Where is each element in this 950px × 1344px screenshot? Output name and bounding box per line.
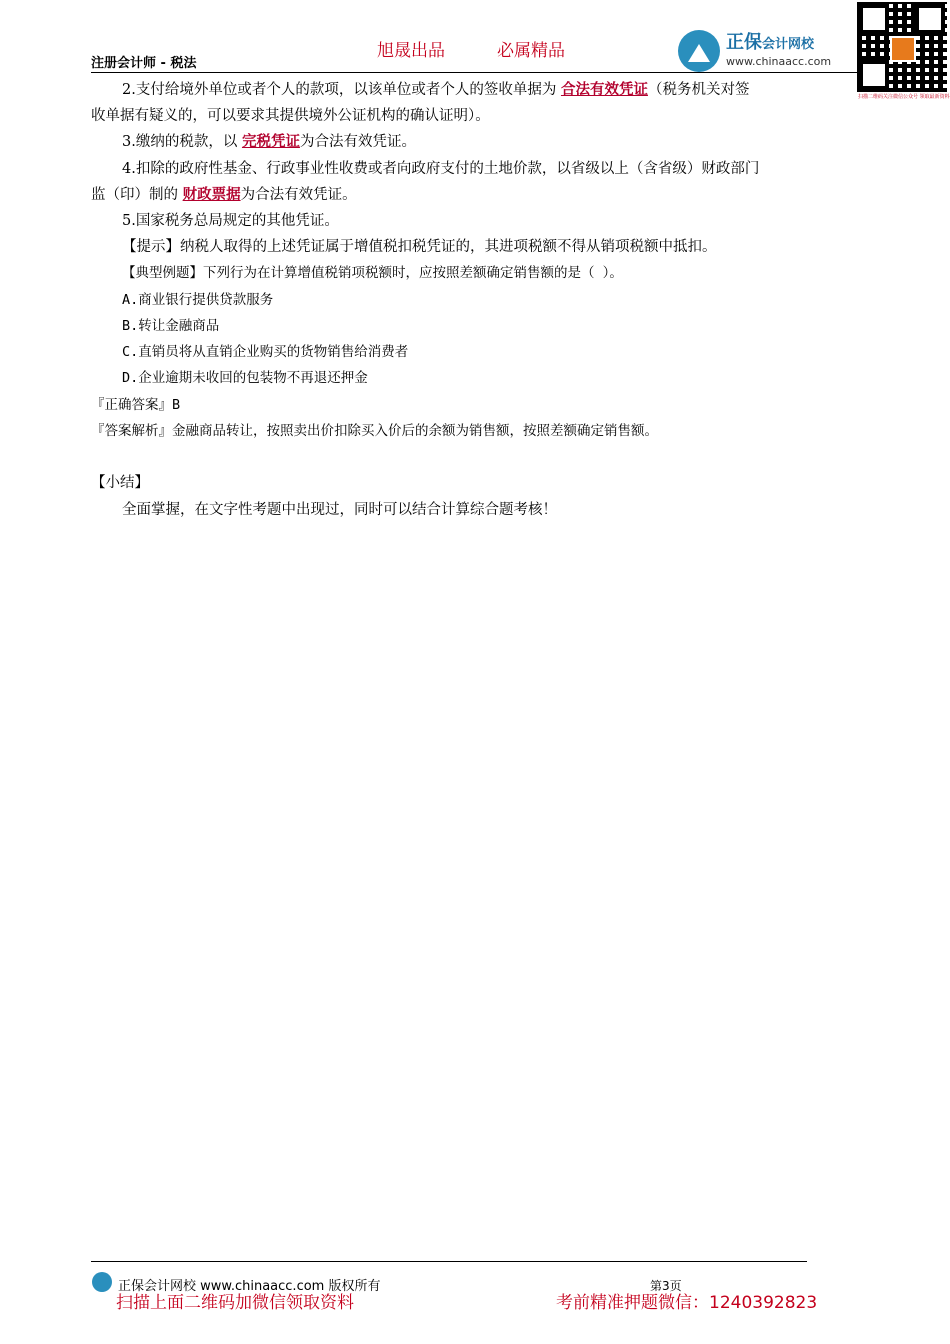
highlight-tax-receipt: 完税凭证 — [241, 133, 300, 150]
paragraph-2-line-1: 2.支付给境外单位或者个人的款项，以该单位或者个人的签收单据为 合法有效凭证（税务机关对签 — [122, 81, 750, 98]
qr-caption: 扫描二维码关注微信公众号 领取最新资料 — [858, 94, 950, 100]
slogan-left: 旭晟出品 — [377, 41, 445, 61]
logo-icon — [678, 30, 720, 72]
option-c: C.直销员将从直销企业购买的货物销售给消费者 — [122, 344, 409, 360]
option-a: A.商业银行提供贷款服务 — [122, 292, 274, 308]
qr-center-logo-icon — [890, 36, 916, 62]
brand-logo[interactable] — [678, 30, 831, 72]
logo-url: www.chinaacc.com — [726, 55, 832, 68]
paragraph-4-line-2: 监（印）制的 财政票据为合法有效凭证。 — [91, 186, 357, 203]
highlight-fiscal-bill: 财政票据 — [182, 186, 241, 203]
doc-title: 注册会计师 - 税法 — [91, 56, 197, 71]
highlight-legal-voucher: 合法有效凭证 — [560, 81, 648, 98]
footer-promo-left: 扫描上面二维码加微信领取资料 — [116, 1293, 354, 1313]
paragraph-5: 5.国家税务总局规定的其他凭证。 — [122, 213, 339, 229]
qr-finder-icon — [859, 60, 889, 90]
paragraph-4-line-1: 4.扣除的政府性基金、行政事业性收费或者向政府支付的土地价款，以省级以上（含省级）财政部门 — [122, 161, 760, 177]
summary-title: 【小结】 — [91, 475, 149, 491]
option-d: D.企业逾期未收回的包装物不再退还押金 — [122, 370, 368, 386]
summary-text: 全面掌握，在文字性考题中出现过，同时可以结合计算综合题考核！ — [122, 502, 557, 518]
header-divider — [91, 72, 857, 73]
qr-finder-icon — [859, 4, 889, 34]
paragraph-3: 3.缴纳的税款，以 完税凭证为合法有效凭证。 — [122, 133, 416, 150]
logo-brand: 正保会计网校 — [726, 32, 815, 53]
example-question: 【典型例题】下列行为在计算增值税销项税额时，应按照差额确定销售额的是（ ）。 — [122, 265, 623, 281]
footer-divider — [91, 1261, 807, 1262]
footer-logo-icon — [92, 1272, 112, 1292]
footer-promo-right: 考前精准押题微信：1240392823 — [556, 1293, 818, 1313]
qr-finder-icon — [915, 4, 945, 34]
footer-copyright: 正保会计网校 www.chinaacc.com 版权所有 — [118, 1279, 381, 1294]
tip-paragraph: 【提示】纳税人取得的上述凭证属于增值税扣税凭证的，其进项税额不得从销项税额中抵扣。 — [122, 239, 717, 255]
answer-analysis: 『答案解析』金融商品转让，按照卖出价扣除买入价后的余额为销售额，按照差额确定销售额。 — [91, 423, 658, 439]
slogan-right: 必属精品 — [497, 41, 565, 61]
page-number: 第3页 — [650, 1279, 682, 1293]
paragraph-2-line-2: 收单据有疑义的，可以要求其提供境外公证机构的确认证明）。 — [91, 108, 490, 124]
correct-answer: 『正确答案』B — [91, 397, 181, 413]
option-b: B.转让金融商品 — [122, 318, 220, 334]
